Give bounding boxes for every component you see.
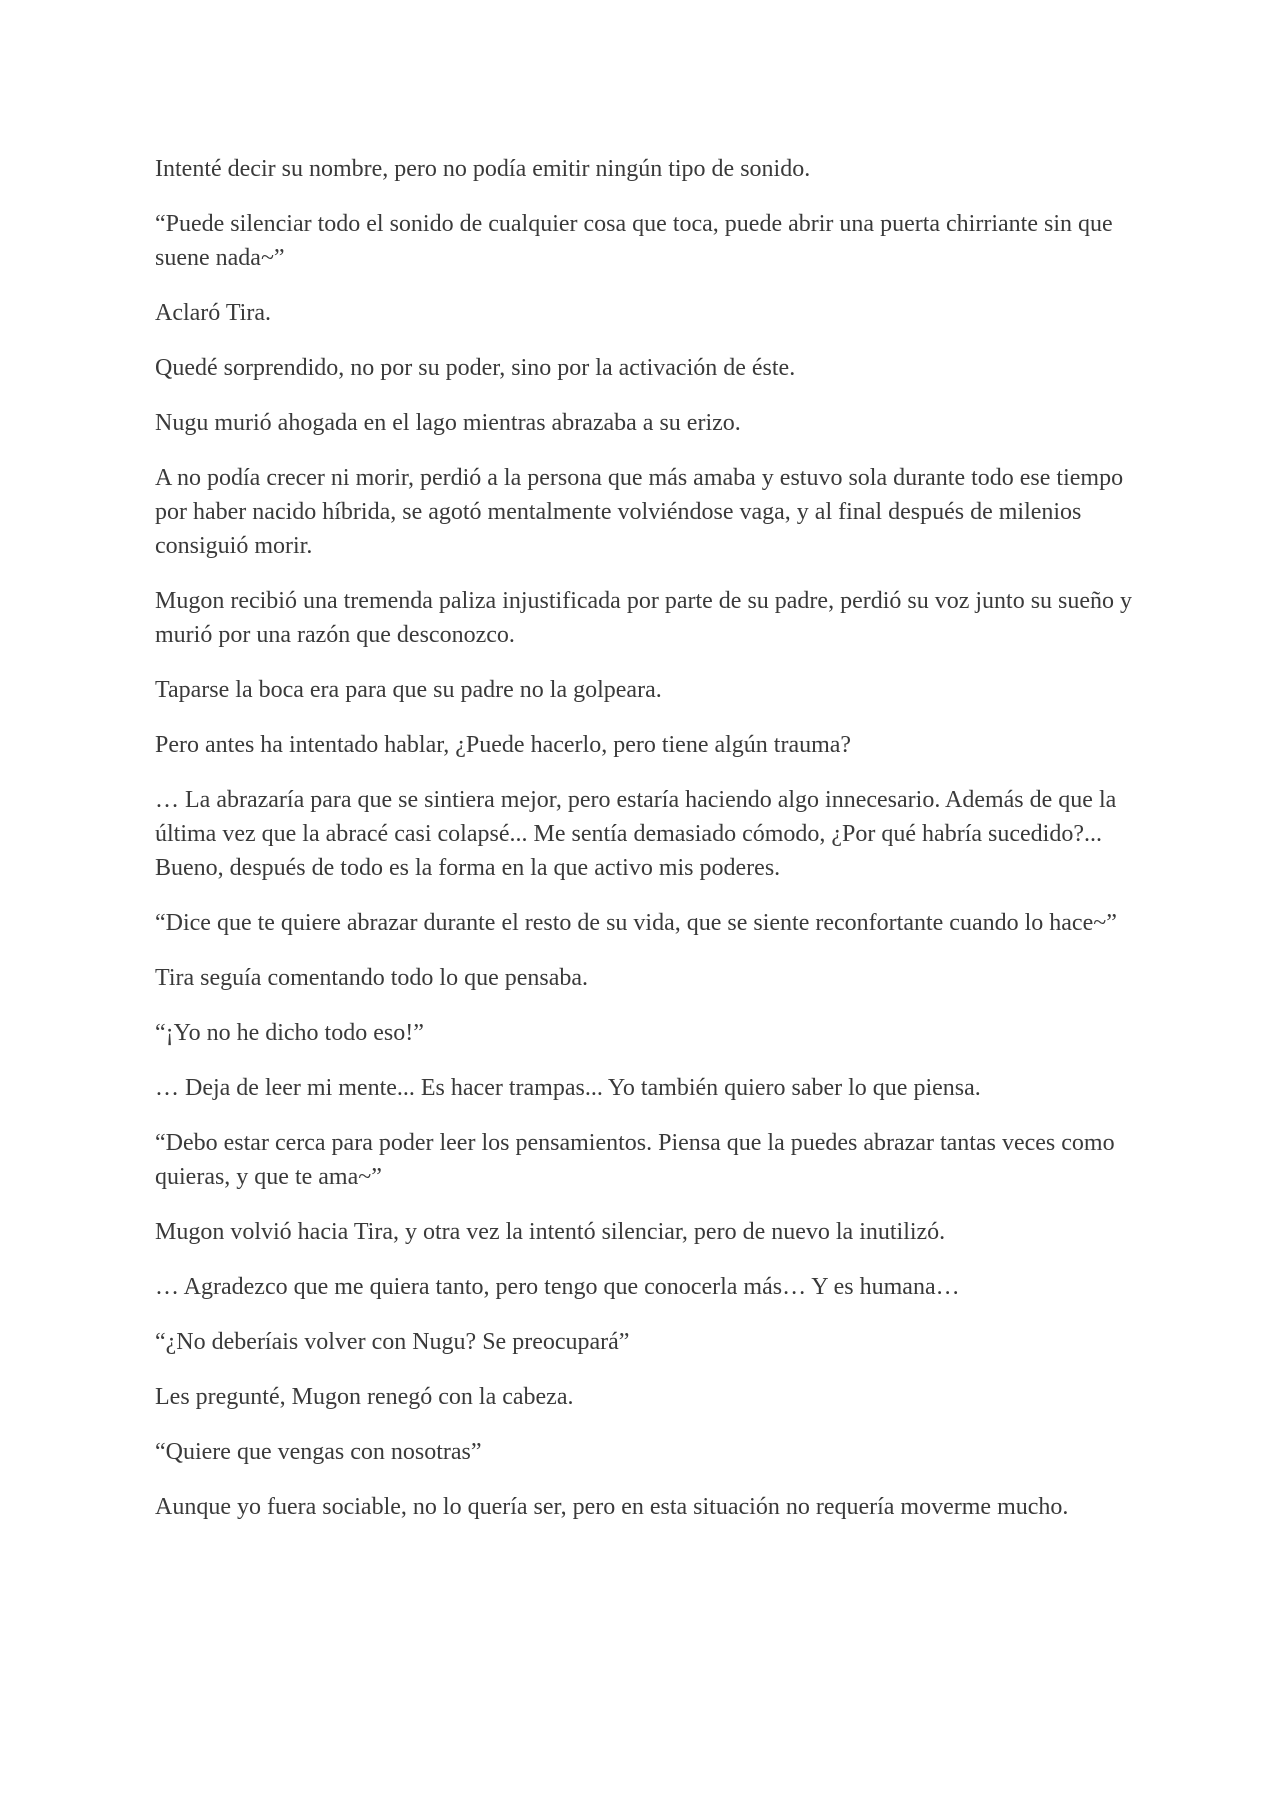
paragraph: Taparse la boca era para que su padre no la golpeara.: [155, 677, 662, 703]
paragraph: “Debo estar cerca para poder leer los pensamientos. Piensa que la puedes abrazar tantas veces como quieras, y que te ama~”: [155, 1130, 1115, 1190]
paragraph: Mugon volvió hacia Tira, y otra vez la intentó silenciar, pero de nuevo la inutilizó.: [155, 1219, 946, 1245]
paragraph: … Deja de leer mi mente... Es hacer trampas... Yo también quiero saber lo que piensa.: [155, 1075, 981, 1101]
paragraph: Aunque yo fuera sociable, no lo quería ser, pero en esta situación no requería moverme mucho.: [155, 1494, 1069, 1520]
paragraph: … La abrazaría para que se sintiera mejor, pero estaría haciendo algo innecesario. Además de que la última vez que la abracé casi colapsé... Me sentía demasiado cómodo, ¿Por qué habría sucedido?... Bueno, después de todo es la forma en la que activo mis poderes.: [155, 787, 1117, 881]
document-body: [155, 152, 1135, 1545]
paragraph: Aclaró Tira.: [155, 300, 271, 326]
paragraph: Tira seguía comentando todo lo que pensaba.: [155, 965, 589, 991]
paragraph: Mugon recibió una tremenda paliza injustificada por parte de su padre, perdió su voz junto su sueño y murió por una razón que desconozco.: [155, 588, 1133, 648]
paragraph: “¡Yo no he dicho todo eso!”: [155, 1020, 424, 1046]
paragraph: Nugu murió ahogada en el lago mientras abrazaba a su erizo.: [155, 410, 741, 436]
paragraph: Quedé sorprendido, no por su poder, sino por la activación de éste.: [155, 355, 796, 381]
paragraph: Intenté decir su nombre, pero no podía emitir ningún tipo de sonido.: [155, 156, 811, 182]
paragraph: Les pregunté, Mugon renegó con la cabeza.: [155, 1384, 574, 1410]
paragraph: “Quiere que vengas con nosotras”: [155, 1439, 482, 1465]
paragraph: “¿No deberíais volver con Nugu? Se preocupará”: [155, 1329, 630, 1355]
paragraph: Pero antes ha intentado hablar, ¿Puede hacerlo, pero tiene algún trauma?: [155, 732, 852, 758]
paragraph: A no podía crecer ni morir, perdió a la persona que más amaba y estuvo sola durante todo ese tiempo por haber nacido híbrida, se agotó mentalmente volviéndose vaga, y al final después de milenios consiguió morir.: [155, 465, 1124, 559]
paragraph: … Agradezco que me quiera tanto, pero tengo que conocerla más… Y es humana…: [155, 1274, 960, 1300]
paragraph: “Puede silenciar todo el sonido de cualquier cosa que toca, puede abrir una puerta chirriante sin que suene nada~”: [155, 211, 1113, 271]
paragraph: “Dice que te quiere abrazar durante el resto de su vida, que se siente reconfortante cuando lo hace~”: [155, 910, 1117, 936]
